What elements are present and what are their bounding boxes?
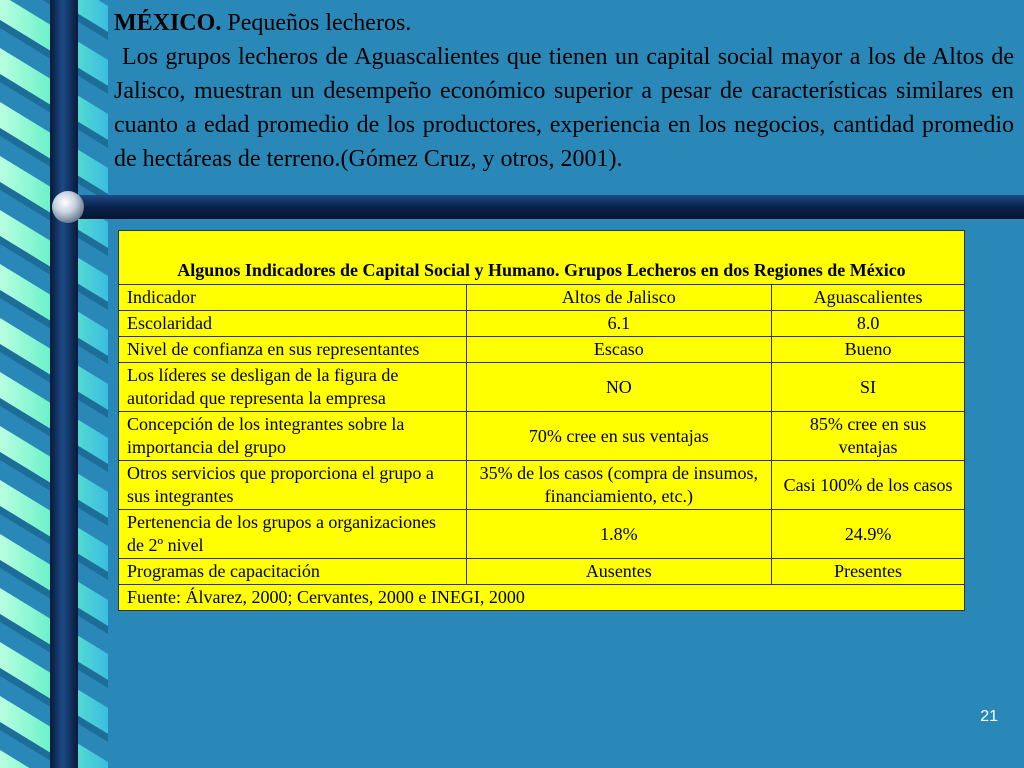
indicator-cell: Los líderes se desligan de la figura de autoridad que representa la empresa	[119, 363, 467, 412]
heading-subtitle: Pequeños lecheros.	[227, 10, 412, 36]
indicator-cell: Pertenencia de los grupos a organizaciones de 2º nivel	[119, 510, 467, 559]
altos-value-cell: 35% de los casos (compra de insumos, financiamiento, etc.)	[466, 461, 772, 510]
aguascalientes-value-cell: 24.9%	[772, 510, 965, 559]
indicator-cell: Otros servicios que proporciona el grupo a sus integrantes	[119, 461, 467, 510]
table-caption-row	[119, 231, 965, 285]
aguascalientes-value-cell: Casi 100% de los casos	[772, 461, 965, 510]
indicator-cell: Programas de capacitación	[119, 559, 467, 585]
table-row	[119, 412, 965, 461]
slide-body-text: Los grupos lecheros de Aguascalientes que tienen un capital social mayor a los de Altos de Jalisco, muestran un desempeño económico superior a pesar de características similares en cuanto a edad promedio de los productores, experiencia en los negocios, cantidad promedio de hectáreas de terreno.(Gómez Cruz, y otros, 2001).	[114, 44, 1014, 172]
altos-value-cell: NO	[466, 363, 772, 412]
vertical-bar	[50, 0, 78, 768]
header-indicador: Indicador	[119, 285, 467, 311]
horizontal-bar	[66, 195, 1024, 219]
table-row	[119, 363, 965, 412]
altos-value-cell: Escaso	[466, 337, 772, 363]
altos-value-cell: 1.8%	[466, 510, 772, 559]
altos-value-cell: Ausentes	[466, 559, 772, 585]
table-row	[119, 510, 965, 559]
indicator-cell: Nivel de confianza en sus representantes	[119, 337, 467, 363]
table-row	[119, 461, 965, 510]
aguascalientes-value-cell: Presentes	[772, 559, 965, 585]
altos-value-cell: 6.1	[466, 311, 772, 337]
slide-number: 21	[980, 708, 998, 725]
bar-knob	[52, 191, 84, 223]
header-aguascalientes: Aguascalientes	[772, 285, 965, 311]
aguascalientes-value-cell: SI	[772, 363, 965, 412]
heading-country: MÉXICO.	[114, 10, 222, 36]
altos-value-cell: 70% cree en sus ventajas	[466, 412, 772, 461]
table-source-row	[119, 585, 965, 611]
indicator-cell: Concepción de los integrantes sobre la importancia del grupo	[119, 412, 467, 461]
table-header-row	[119, 285, 965, 311]
table-row	[119, 337, 965, 363]
header-altos-de-jalisco: Altos de Jalisco	[466, 285, 772, 311]
table-row	[119, 311, 965, 337]
aguascalientes-value-cell: 8.0	[772, 311, 965, 337]
aguascalientes-value-cell: 85% cree en sus ventajas	[772, 412, 965, 461]
table-row	[119, 559, 965, 585]
aguascalientes-value-cell: Bueno	[772, 337, 965, 363]
slide-heading	[114, 6, 1014, 40]
indicator-cell: Escolaridad	[119, 311, 467, 337]
table-caption: Algunos Indicadores de Capital Social y Humano. Grupos Lecheros en dos Regiones de México	[119, 231, 965, 285]
indicators-table	[118, 230, 965, 611]
table-source: Fuente: Álvarez, 2000; Cervantes, 2000 e INEGI, 2000	[119, 585, 965, 611]
